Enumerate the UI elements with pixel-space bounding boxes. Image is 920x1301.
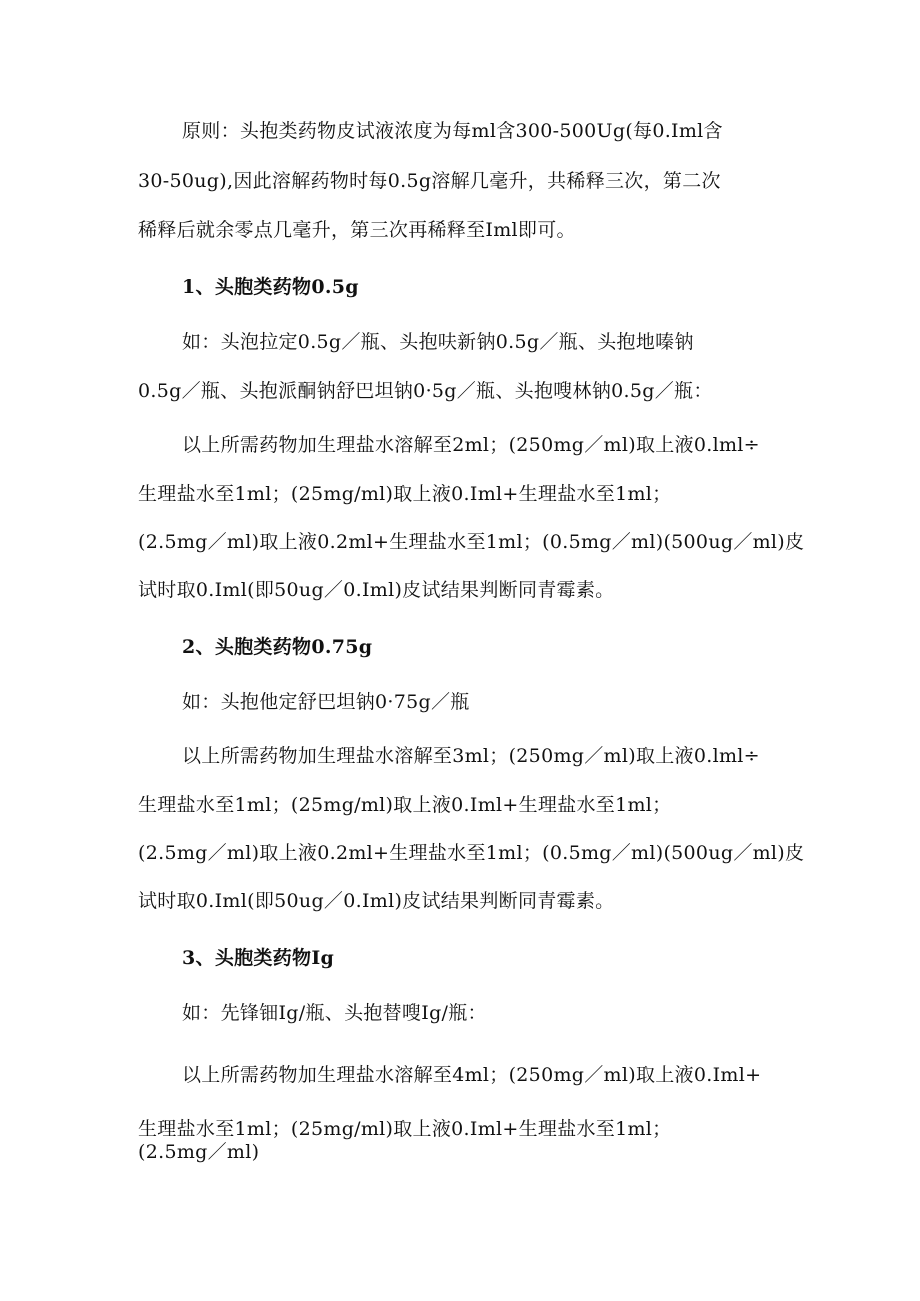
section-2-body-line-4: 试时取0.Iml(即50ug／0.Iml)皮试结果判断同青霉素。 — [138, 890, 615, 912]
section-2-body-line-1: 以上所需药物加生理盐水溶解至3ml；(250mg／ml)取上液0.lml÷ — [182, 745, 760, 767]
section-1-body-line-3: (2.5mg／ml)取上液0.2ml+生理盐水至1ml；(0.5mg／ml)(500ug／ml)皮 — [138, 531, 805, 553]
section-2-body-line-2: 生理盐水至1ml；(25mg/ml)取上液0.Iml+生理盐水至1ml； — [138, 794, 672, 816]
section-3-body-line-1: 以上所需药物加生理盐水溶解至4ml；(250mg／ml)取上液0.Iml+ — [182, 1064, 762, 1086]
section-2-body-line-3: (2.5mg／ml)取上液0.2ml+生理盐水至1ml；(0.5mg／ml)(500ug／ml)皮 — [138, 842, 805, 864]
section-1-example-line-2: 0.5g／瓶、头抱派酮钠舒巴坦钠0·5g／瓶、头抱嗖林钠0.5g／瓶： — [138, 380, 713, 402]
section-1-body-line-1: 以上所需药物加生理盐水溶解至2ml；(250mg／ml)取上液0.lml÷ — [182, 434, 760, 456]
section-3-body-line-2: 生理盐水至1ml；(25mg/ml)取上液0.Iml+生理盐水至1ml； — [138, 1118, 672, 1140]
section-2-heading: 2、头胞类药物0.75g — [182, 636, 373, 658]
intro-line-2: 30-50ug),因此溶解药物时每0.5g溶解几毫升，共稀释三次，第二次 — [138, 170, 721, 192]
section-2-example-line-1: 如：头抱他定舒巴坦钠0·75g／瓶 — [182, 691, 470, 713]
section-1-body-line-4: 试时取0.Iml(即50ug／0.Iml)皮试结果判断同青霉素。 — [138, 579, 615, 601]
intro-line-3: 稀释后就余零点几毫升，第三次再稀释至Iml即可。 — [138, 219, 576, 241]
section-3-example-line-1: 如：先锋钿Ig/瓶、头抱替嗖Ig/瓶： — [182, 1002, 487, 1024]
section-1-body-line-2: 生理盐水至1ml；(25mg/ml)取上液0.Iml+生理盐水至1ml； — [138, 483, 672, 505]
intro-line-1: 原则：头抱类药物皮试液浓度为每ml含300-500Ug(每0.Iml含 — [182, 120, 723, 142]
section-3-heading: 3、头胞类药物Ig — [182, 947, 335, 969]
section-1-example-line-1: 如：头泡拉定0.5g／瓶、头抱呋新钠0.5g／瓶、头抱地嗪钠 — [182, 331, 694, 353]
section-1-heading: 1、头胞类药物0.5g — [182, 276, 359, 298]
section-3-body-line-3: (2.5mg／ml) — [138, 1141, 260, 1163]
